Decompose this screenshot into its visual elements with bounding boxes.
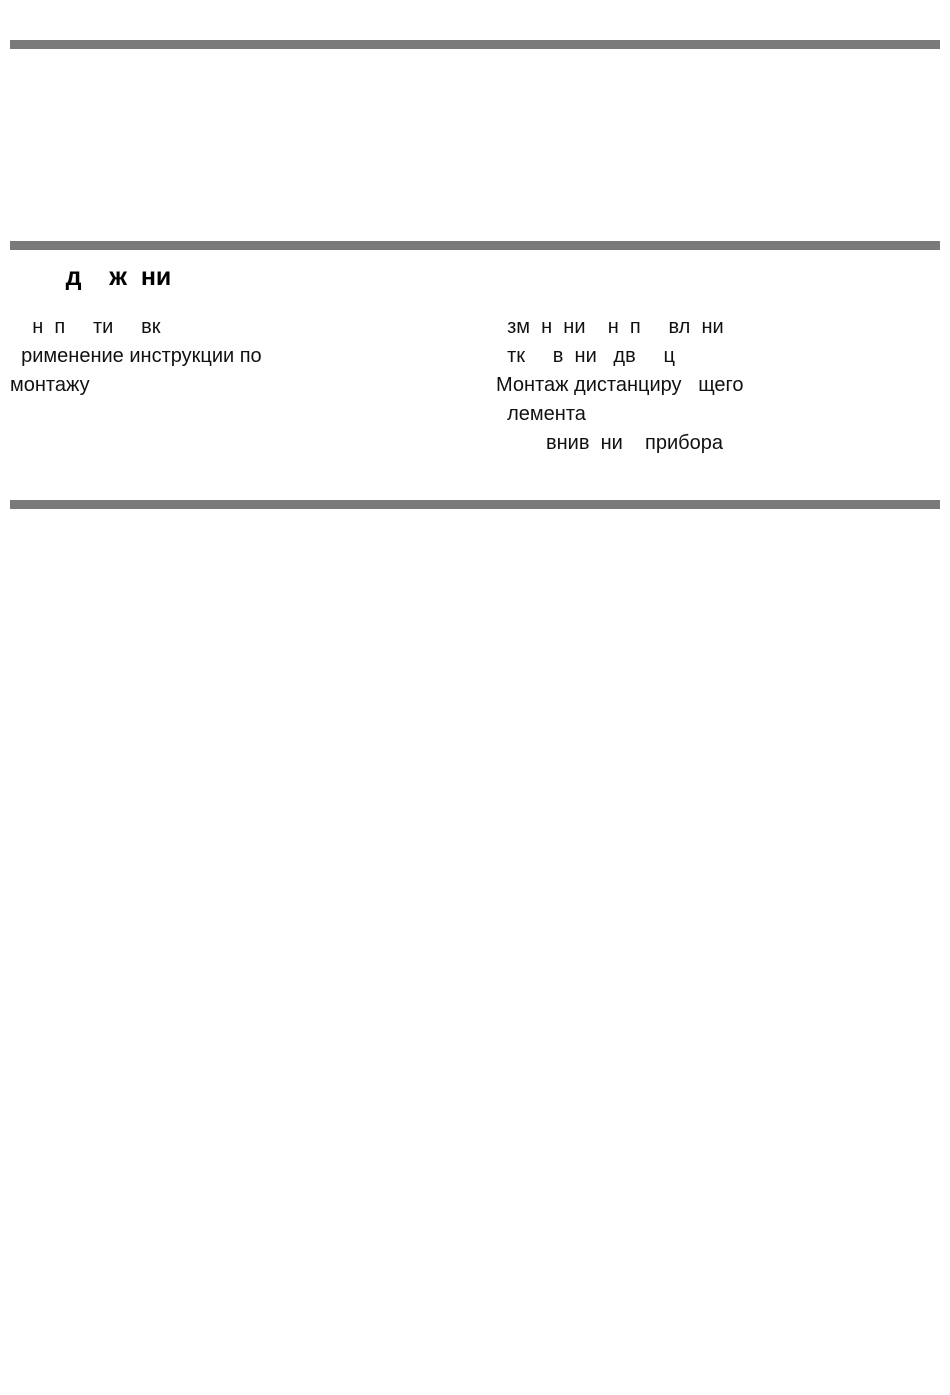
toc-item-4[interactable]: тк в ни дв ц	[496, 345, 675, 367]
bottom-divider	[10, 500, 940, 509]
toc-item-2-cont[interactable]: монтажу	[10, 374, 90, 396]
toc-left-column	[10, 313, 480, 400]
toc-item-5[interactable]: Монтаж дистанциру щего	[496, 374, 744, 396]
toc-item-6[interactable]: внив ни прибора	[496, 432, 723, 454]
toc-item-5-cont[interactable]: лемента	[496, 403, 586, 425]
toc-item-2[interactable]: рименение инструкции по	[10, 345, 262, 367]
toc-item-1[interactable]: н п ти вк	[10, 316, 161, 338]
top-divider	[10, 40, 940, 49]
toc-right-column	[496, 313, 936, 458]
section-divider	[10, 241, 940, 250]
toc-item-3[interactable]: зм н ни н п вл ни	[496, 316, 724, 338]
section-title: д ж ни	[10, 263, 172, 291]
